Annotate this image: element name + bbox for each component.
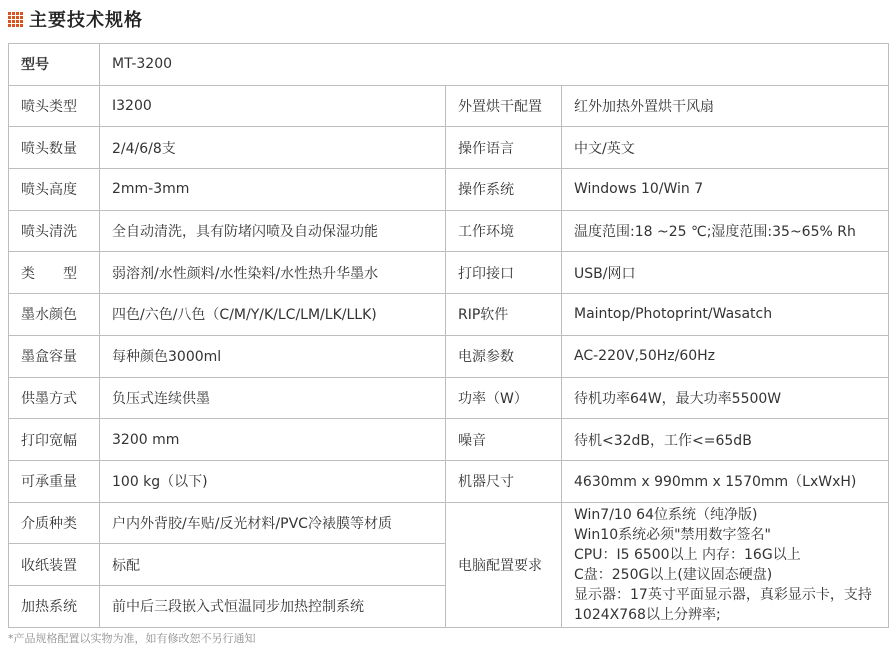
table-row — [9, 210, 889, 252]
row-value: 4630mm x 990mm x 1570mm（LxWxH) — [562, 460, 889, 502]
row-value: 2mm-3mm — [100, 169, 446, 211]
row-value: MT-3200 — [100, 44, 889, 86]
row-value: 2/4/6/8支 — [100, 127, 446, 169]
page-title: 主要技术规格 — [29, 10, 143, 31]
row-label: 操作语言 — [446, 127, 562, 169]
row-value: 中文/英文 — [562, 127, 889, 169]
row-value: Maintop/Photoprint/Wasatch — [562, 294, 889, 336]
row-label: 喷头高度 — [9, 169, 100, 211]
row-value: USB/网口 — [562, 252, 889, 294]
row-value: 四色/六色/八色（C/M/Y/K/LC/LM/LK/LLK) — [100, 294, 446, 336]
row-value: 标配 — [100, 544, 446, 586]
row-value: 100 kg（以下) — [100, 460, 446, 502]
row-label: 打印宽幅 — [9, 419, 100, 461]
footnote: *产品规格配置以实物为准，如有修改恕不另行通知 — [8, 632, 256, 645]
pc-config-line: Win10系统必须"禁用数字签名" — [574, 526, 771, 543]
row-label: 收纸装置 — [9, 544, 100, 586]
row-value: 负压式连续供墨 — [100, 377, 446, 419]
table-row — [9, 127, 889, 169]
pc-config-line: 显示器：17英寸平面显示器，真彩显示卡，支持 — [574, 586, 872, 603]
row-value: 温度范围:18 ~25 ℃;湿度范围:35~65% Rh — [562, 210, 889, 252]
row-label: 机器尺寸 — [446, 460, 562, 502]
row-label: 墨盒容量 — [9, 335, 100, 377]
row-label: 外置烘干配置 — [446, 85, 562, 127]
table-row — [9, 44, 889, 86]
pc-config-label: 电脑配置要求 — [446, 502, 562, 627]
table-row — [9, 335, 889, 377]
row-label: 可承重量 — [9, 460, 100, 502]
table-row — [9, 502, 889, 544]
row-label: 加热系统 — [9, 585, 100, 627]
row-label: 类 型 — [9, 252, 100, 294]
pc-config-line: C盘：250G以上(建议固态硬盘) — [574, 566, 773, 583]
row-label: 操作系统 — [446, 169, 562, 211]
row-label: 电源参数 — [446, 335, 562, 377]
row-label: 供墨方式 — [9, 377, 100, 419]
row-value: 户内外背胶/车贴/反光材料/PVC冷裱膜等材质 — [100, 502, 446, 544]
table-row — [9, 252, 889, 294]
row-value: 3200 mm — [100, 419, 446, 461]
row-value: AC-220V,50Hz/60Hz — [562, 335, 889, 377]
row-label: 墨水颜色 — [9, 294, 100, 336]
row-value: 弱溶剂/水性颜料/水性染料/水性热升华墨水 — [100, 252, 446, 294]
pc-config-line: Win7/10 64位系统（纯净版) — [574, 506, 758, 523]
table-row — [9, 294, 889, 336]
pc-config-value — [562, 502, 889, 627]
section-header — [8, 7, 143, 31]
row-label: 噪音 — [446, 419, 562, 461]
row-label: 喷头数量 — [9, 127, 100, 169]
row-value: 待机功率64W，最大功率5500W — [562, 377, 889, 419]
pc-config-line: 1024X768以上分辨率; — [574, 606, 721, 623]
row-value: 全自动清洗，具有防堵闪喷及自动保湿功能 — [100, 210, 446, 252]
table-row — [9, 460, 889, 502]
row-label: 喷头清洗 — [9, 210, 100, 252]
spec-table — [8, 43, 889, 628]
row-label: 工作环境 — [446, 210, 562, 252]
grid-dots-icon — [8, 12, 23, 27]
row-value: I3200 — [100, 85, 446, 127]
row-value: Windows 10/Win 7 — [562, 169, 889, 211]
row-value: 红外加热外置烘干风扇 — [562, 85, 889, 127]
table-row — [9, 419, 889, 461]
row-value: 待机<32dB，工作<=65dB — [562, 419, 889, 461]
row-label: 介质种类 — [9, 502, 100, 544]
row-label: 型号 — [9, 44, 100, 86]
row-label: RIP软件 — [446, 294, 562, 336]
table-row — [9, 377, 889, 419]
table-row — [9, 169, 889, 211]
row-label: 打印接口 — [446, 252, 562, 294]
pc-config-line: CPU：I5 6500以上 内存：16G以上 — [574, 546, 801, 563]
row-label: 功率（W） — [446, 377, 562, 419]
row-label: 喷头类型 — [9, 85, 100, 127]
row-value: 前中后三段嵌入式恒温同步加热控制系统 — [100, 585, 446, 627]
table-row — [9, 85, 889, 127]
row-value: 每种颜色3000ml — [100, 335, 446, 377]
